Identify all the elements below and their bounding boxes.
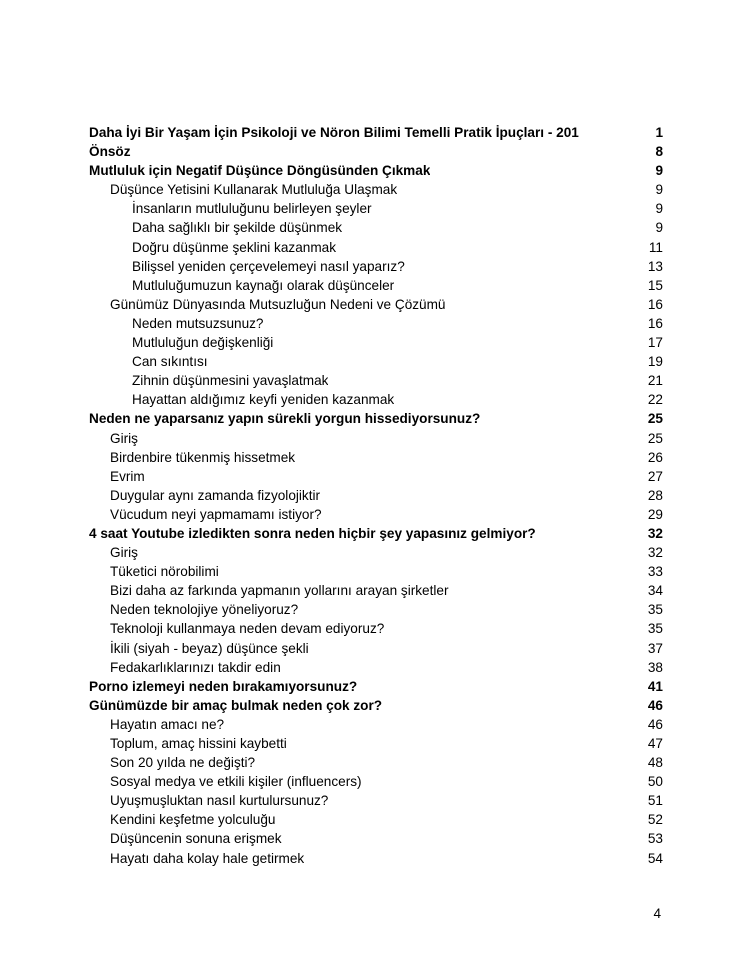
toc-entry[interactable] [89,180,663,199]
toc-entry-title: Fedakarlıklarınızı takdir edin [110,659,281,675]
toc-entry-title: Can sıkıntısı [132,354,208,370]
toc-entry-title: Vücudum neyi yapmamamı istiyor? [110,506,322,522]
toc-entry-title: Evrim [110,468,145,484]
toc-entry-title: 4 saat Youtube izledikten sonra neden hiçbir şey yapasınız gelmiyor? [89,525,536,541]
toc-entry[interactable] [89,295,663,314]
toc-entry[interactable] [89,429,663,448]
toc-entry[interactable] [89,409,663,428]
toc-entry-page: 50 [647,774,663,790]
toc-entry[interactable] [89,314,663,333]
toc-entry[interactable] [89,276,663,295]
toc-entry[interactable] [89,810,663,829]
toc-entry[interactable] [89,448,663,467]
toc-entry-page: 33 [647,564,663,580]
toc-entry-title: Neden mutsuzsunuz? [132,315,264,331]
toc-entry-title: Duygular aynı zamanda fizyolojiktir [110,487,321,503]
toc-entry-title: Hayatı daha kolay hale getirmek [110,850,305,866]
toc-entry-page: 25 [647,430,663,446]
toc-entry-title: Mutluluğun değişkenliği [132,335,274,351]
toc-entry-page: 17 [647,335,663,351]
toc-entry[interactable] [89,352,663,371]
toc-entry-page: 54 [647,850,663,866]
toc-entry-title: Bizi daha az farkında yapmanın yollarını arayan şirketler [110,583,449,599]
toc-entry-page: 47 [647,736,663,751]
toc-entry-page: 34 [647,583,663,599]
toc-entry-page: 28 [647,487,663,503]
toc-entry[interactable] [89,791,663,810]
toc-entry-page: 22 [647,392,663,408]
toc-entry-page: 29 [647,506,663,522]
toc-entry-page: 27 [647,468,663,484]
toc-entry[interactable] [89,218,663,237]
toc-entry-page: 9 [655,220,663,236]
toc-entry-title: Günümüz Dünyasında Mutsuzluğun Nedeni ve Çözümü [110,296,446,312]
toc-entry-page: 15 [647,277,663,293]
toc-entry-title: Neden ne yaparsanız yapın sürekli yorgun hissediyorsunuz? [89,411,481,427]
toc-entry-title: Daha sağlıklı bir şekilde düşünmek [132,220,343,236]
toc-entry-page: 35 [647,621,663,637]
toc-entry-page: 8 [655,144,663,160]
toc-entry[interactable] [89,677,663,696]
toc-entry-title: Hayattan aldığımız keyfi yeniden kazanmak [132,392,395,408]
toc-entry[interactable] [89,257,663,276]
toc-entry-title: Düşüncenin sonuna erişmek [110,831,282,847]
toc-entry-page: 48 [647,755,663,771]
toc-entry-title: Hayatın amacı ne? [110,716,225,732]
toc-entry[interactable] [89,390,663,409]
toc-entry-page: 46 [647,716,663,732]
toc-entry-title: Daha İyi Bir Yaşam İçin Psikoloji ve Nöron Bilimi Temelli Pratik İpuçları - 201 [89,125,579,140]
toc-entry[interactable] [89,849,663,868]
toc-entry-page: 51 [647,793,663,809]
toc-entry-page: 21 [647,373,663,389]
toc-entry-page: 25 [647,411,663,427]
toc-entry[interactable] [89,238,663,257]
toc-entry-title: Toplum, amaç hissini kaybetti [110,736,287,751]
toc-entry-page: 16 [647,315,663,331]
toc-entry-page: 37 [647,640,663,656]
toc-entry-title: Porno izlemeyi neden bırakamıyorsunuz? [89,678,358,694]
toc-entry[interactable] [89,161,663,180]
toc-entry-title: Doğru düşünme şeklini kazanmak [132,239,337,255]
page-number: 4 [653,906,661,921]
toc-entry[interactable] [89,371,663,390]
table-of-contents [89,123,663,868]
toc-entry[interactable] [89,619,663,638]
toc-entry[interactable] [89,715,663,734]
toc-entry-title: Mutluluk için Negatif Düşünce Döngüsünden Çıkmak [89,163,431,179]
toc-entry[interactable] [89,772,663,791]
toc-entry[interactable] [89,199,663,218]
toc-entry-title: Mutluluğumuzun kaynağı olarak düşünceler [132,277,395,293]
toc-entry-title: Giriş [110,430,138,446]
toc-entry[interactable] [89,753,663,772]
toc-entry-page: 41 [647,678,663,694]
toc-entry-page: 26 [647,449,663,465]
toc-entry-title: Son 20 yılda ne değişti? [110,755,256,771]
toc-entry-page: 32 [647,525,663,541]
toc-entry[interactable] [89,600,663,619]
toc-entry-title: Zihnin düşünmesini yavaşlatmak [132,373,329,389]
toc-entry[interactable] [89,486,663,505]
toc-entry-page: 52 [647,812,663,828]
toc-entry-title: Kendini keşfetme yolculuğu [110,812,276,828]
toc-entry[interactable] [89,142,663,161]
toc-entry-title: Bilişsel yeniden çerçevelemeyi nasıl yaparız? [132,258,405,274]
toc-entry-page: 11 [648,239,663,255]
toc-entry-page: 16 [647,296,663,312]
toc-entry-title: Uyuşmuşluktan nasıl kurtulursunuz? [110,793,329,809]
toc-entry-page: 38 [647,659,663,675]
toc-entry-title: Giriş [110,545,138,561]
toc-entry-title: Sosyal medya ve etkili kişiler (influencers) [110,774,362,790]
toc-entry[interactable] [89,467,663,486]
toc-entry[interactable] [89,123,663,142]
toc-entry[interactable] [89,562,663,581]
toc-entry-page: 53 [647,831,663,847]
toc-entry[interactable] [89,696,663,715]
toc-entry[interactable] [89,829,663,848]
toc-entry[interactable] [89,524,663,543]
toc-entry-title: Neden teknolojiye yöneliyoruz? [110,602,299,618]
toc-entry-page: 13 [647,258,663,274]
toc-entry-title: Günümüzde bir amaç bulmak neden çok zor? [89,697,383,713]
toc-entry-title: Birdenbire tükenmiş hissetmek [110,449,296,465]
toc-entry-title: Tüketici nörobilimi [110,564,219,580]
toc-entry[interactable] [89,639,663,658]
toc-entry-page: 9 [655,163,663,179]
toc-entry-title: İnsanların mutluluğunu belirleyen şeyler [132,201,372,217]
toc-entry-title: Teknoloji kullanmaya neden devam ediyoruz? [110,621,385,637]
toc-entry-page: 9 [655,182,663,198]
toc-entry-page: 32 [647,545,663,561]
toc-entry[interactable] [89,333,663,352]
toc-entry[interactable] [89,734,663,753]
toc-entry-title: Düşünce Yetisini Kullanarak Mutluluğa Ulaşmak [110,182,398,198]
toc-entry-page: 46 [647,697,663,713]
toc-entry-page: 19 [647,354,663,370]
toc-entry[interactable] [89,543,663,562]
toc-entry-title: İkili (siyah - beyaz) düşünce şekli [110,640,309,656]
toc-entry-page: 9 [655,201,663,217]
toc-entry-page: 1 [655,125,663,140]
toc-entry[interactable] [89,658,663,677]
toc-entry-page: 35 [647,602,663,618]
toc-entry[interactable] [89,581,663,600]
toc-entry-title: Önsöz [89,144,131,160]
toc-entry[interactable] [89,505,663,524]
